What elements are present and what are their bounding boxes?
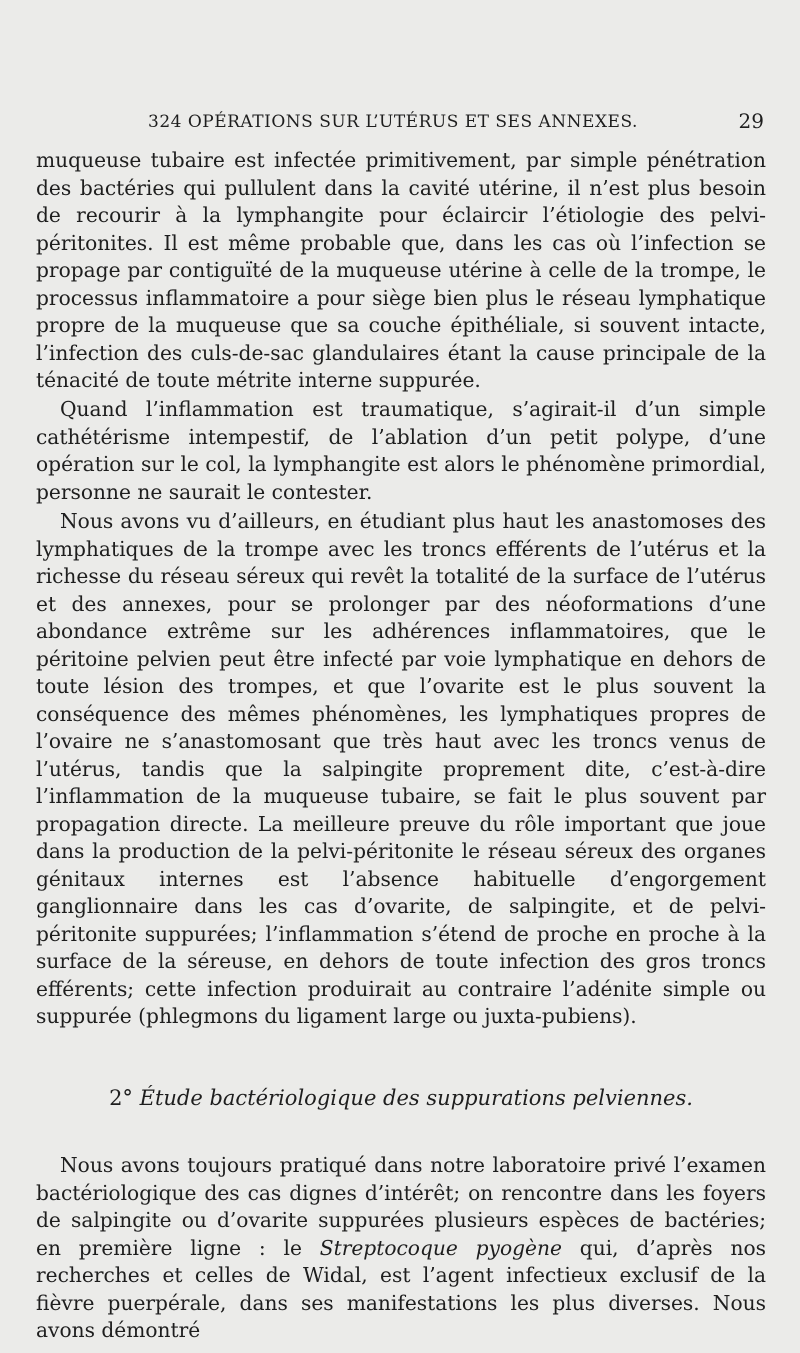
paragraph-4-text-a: Nous avons toujours pratiqué dans notre laboratoire privé l’examen bactériologique des cas dignes d’intérêt; on rencontre dans les foyers de salpingite ou d’ovarite suppurées plusieurs espèces de bactéries; en première ligne : le	[36, 1153, 766, 1260]
section-heading	[36, 1084, 766, 1112]
page-header	[36, 109, 766, 138]
paragraph-3: Nous avons vu d’ailleurs, en étudiant plus haut les anastomoses des lymphatiques de la trompe avec les troncs efférents de l’utérus et la richesse du réseau séreux qui revêt la totalité de la surface de l’utérus et des annexes, pour se prolonger par des néoformations d’une abondance extrême sur les adhérences inflammatoires, que le péritoine pelvien peut être infecté par voie lymphatique en dehors de toute lésion des trompes, et que l’ovarite est le plus souvent la conséquence des mêmes phénomènes, les lymphatiques propres de l’ovaire ne s’anastomosant que très haut avec les troncs venus de l’utérus, tandis que la salpingite proprement dite, c’est-à-dire l’inflammation de la muqueuse tubaire, se fait le plus souvent par propagation directe. La meilleure preuve du rôle important que joue dans la production de la pelvi-péritonite le réseau séreux des organes génitaux internes est l’absence habituelle d’engorgement ganglionnaire dans les cas d’ovarite, de salpingite, et de pelvi-péritonite suppurées; l’inflammation s’étend de proche en proche à la surface de la séreuse, en dehors de toute infection des gros troncs efférents; cette infection produirait au contraire l’adénite simple ou suppurée (phlegmons du ligament large ou juxta-pubiens).	[36, 509, 766, 1028]
paragraph-4-italic: Streptocoque pyogène	[319, 1235, 562, 1260]
section-number: 2°	[109, 1086, 133, 1110]
paragraph-1: muqueuse tubaire est infectée primitivement, par simple pénétration des bactéries qui pullulent dans la cavité utérine, il n’est plus besoin de recourir à la lymphangite pour éclaircir l’étiologie des pelvi-péritonites. Il est même probable que, dans les cas où l’infection se propage par contiguïté de la muqueuse utérine à celle de la trompe, le processus inflammatoire a pour siège bien plus le réseau lymphatique propre de la muqueuse que sa couche épithéliale, si souvent intacte, l’infection des culs-de-sac glandulaires étant la cause principale de la ténacité de toute métrite interne suppurée.	[36, 148, 766, 392]
running-head: 324 OPÉRATIONS SUR L’UTÉRUS ET SES ANNEXES.	[148, 112, 638, 132]
paragraph-4	[36, 1152, 766, 1345]
paragraph-4-text-b: qui, d’après nos recherches et celles de Widal, est l’agent infectieux exclusif de la fièvre puerpérale, dans ses manifestations les plus diverses. Nous avons démontré	[36, 1235, 767, 1342]
paragraph-2: Quand l’inflammation est traumatique, s’agirait-il d’un simple cathétérisme intempestif, de l’ablation d’un petit polype, d’une opération sur le col, la lymphangite est alors le phénomène primordial, personne ne saurait le contester.	[36, 397, 766, 504]
folio-number: 29	[738, 109, 764, 133]
section-title: Étude bactériologique des suppurations pelviennes.	[139, 1086, 693, 1110]
